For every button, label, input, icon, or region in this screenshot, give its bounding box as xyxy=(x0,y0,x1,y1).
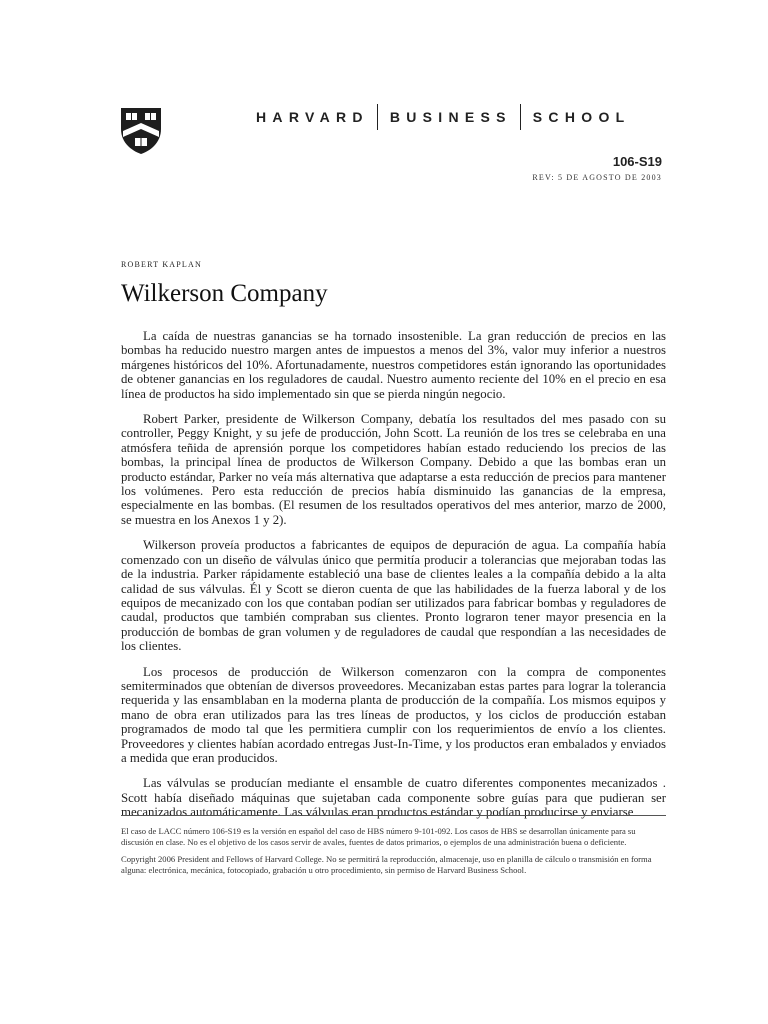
wordmark-divider xyxy=(377,104,378,130)
paragraph: Wilkerson proveía productos a fabricantes de equipos de depuración de agua. La compañía había comenzado con un diseño de válvulas único que permitía producir a tolerancias que mejoraban todas las de la industria. Parker rápidamente estableció una base de clientes leales a la compañía debido a la alta calidad de sus válvulas. Él y Scott se dieron cuenta de que las habilidades de la fuerza laboral y de los equipos de mecanizado con los que contaban podían ser utilizados para fabricar bombas y reguladores de caudal, productos que también compraban sus clientes. Pronto lograron tener mayor presencia en la producción de bombas de gran volumen y de reguladores de caudal que respondían a las necesidades de los clientes. xyxy=(121,538,666,654)
wordmark-business: BUSINESS xyxy=(389,109,512,125)
institution-wordmark xyxy=(256,104,631,130)
wordmark-divider xyxy=(520,104,521,130)
paragraph: Robert Parker, presidente de Wilkerson Company, debatía los resultados del mes pasado con su controller, Peggy Knight, y su jefe de producción, John Scott. La reunión de los tres se celebraba en una atmósfera teñida de aprensión porque los competidores habían estado reduciendo los precios de las bombas, la principal línea de productos de Wilkerson Company. Debido a que las bombas eran un producto estándar, Parker no veía más alternativa que adaptarse a esta reducción de precios para mantener los volúmenes. Pero esta reducción de precios había disminuido las ganancias de la empresa, especialmente en las bombas. (El resumen de los resultados operativos del mes anterior, marzo de 2000, se muestra en los Anexos 1 y 2). xyxy=(121,412,666,527)
wordmark-school: SCHOOL xyxy=(532,109,631,125)
paragraph: Los procesos de producción de Wilkerson comenzaron con la compra de componentes semiterminados que obtenían de diversos proveedores. Mecanizaban estas partes para lograr la tolerancia requerida y las ensamblaban en la moderna planta de producción de la compañía. Los mismos equipos y mano de obra eran utilizados para las tres líneas de productos, y los ciclos de producción estaban programados de modo tal que les permitiera cumplir con los requerimientos de envío a los clientes. Proveedores y clientes habían acordado entregas Just-In-Time, y los productos eran embalados y enviados a medida que eran producidos. xyxy=(121,664,666,765)
body-text xyxy=(121,329,666,831)
footnote: Copyright 2006 President and Fellows of Harvard College. No se permitirá la reproducción, almacenaje, uso en planilla de cálculo o transmisión en forma alguna: electrónica, mecánica, fotocopiado, grabación u otro procedimiento, sin permiso de Harvard Business School. xyxy=(121,854,652,875)
case-number: 106-S19 xyxy=(612,154,662,169)
author-name: ROBERT KAPLAN xyxy=(121,260,202,269)
paragraph: La caída de nuestras ganancias se ha tornado insostenible. La gran reducción de precios en las bombas ha reducido nuestro margen antes de impuestos a menos del 3%, valor muy inferior a nuestros márgenes históricos del 10%. Afortunadamente, nuestros competidores están ignorando las oportunidades de obtener ganancias en los reguladores de caudal. Nuestro aumento reciente del 10% en el precio en esa línea de productos ha sido implementado sin que se pierda ningún negocio. xyxy=(121,329,666,401)
footnote-divider xyxy=(121,815,666,816)
footnotes xyxy=(121,826,666,882)
wordmark-harvard: HARVARD xyxy=(256,109,369,125)
harvard-shield-icon xyxy=(120,107,162,155)
revision-date: REV: 5 DE AGOSTO DE 2003 xyxy=(532,173,662,182)
paragraph: Las válvulas se producían mediante el ensamble de cuatro diferentes componentes mecanizados . Scott había diseñado máquinas que sujetaban cada componente sobre guías para que pudieran ser mecanizados automáticamente. Las válvulas eran productos estándar y podían producirse y enviarse xyxy=(121,776,666,820)
footnote: El caso de LACC número 106-S19 es la versión en español del caso de HBS número 9-101-092. Los casos de HBS se desarrollan únicamente para su discusión en clase. No es el objetivo de los casos servir de avales, fuentes de datos primarios, o ejemplos de una administración buena o deficiente. xyxy=(121,826,636,847)
document-title: Wilkerson Company xyxy=(121,280,328,307)
